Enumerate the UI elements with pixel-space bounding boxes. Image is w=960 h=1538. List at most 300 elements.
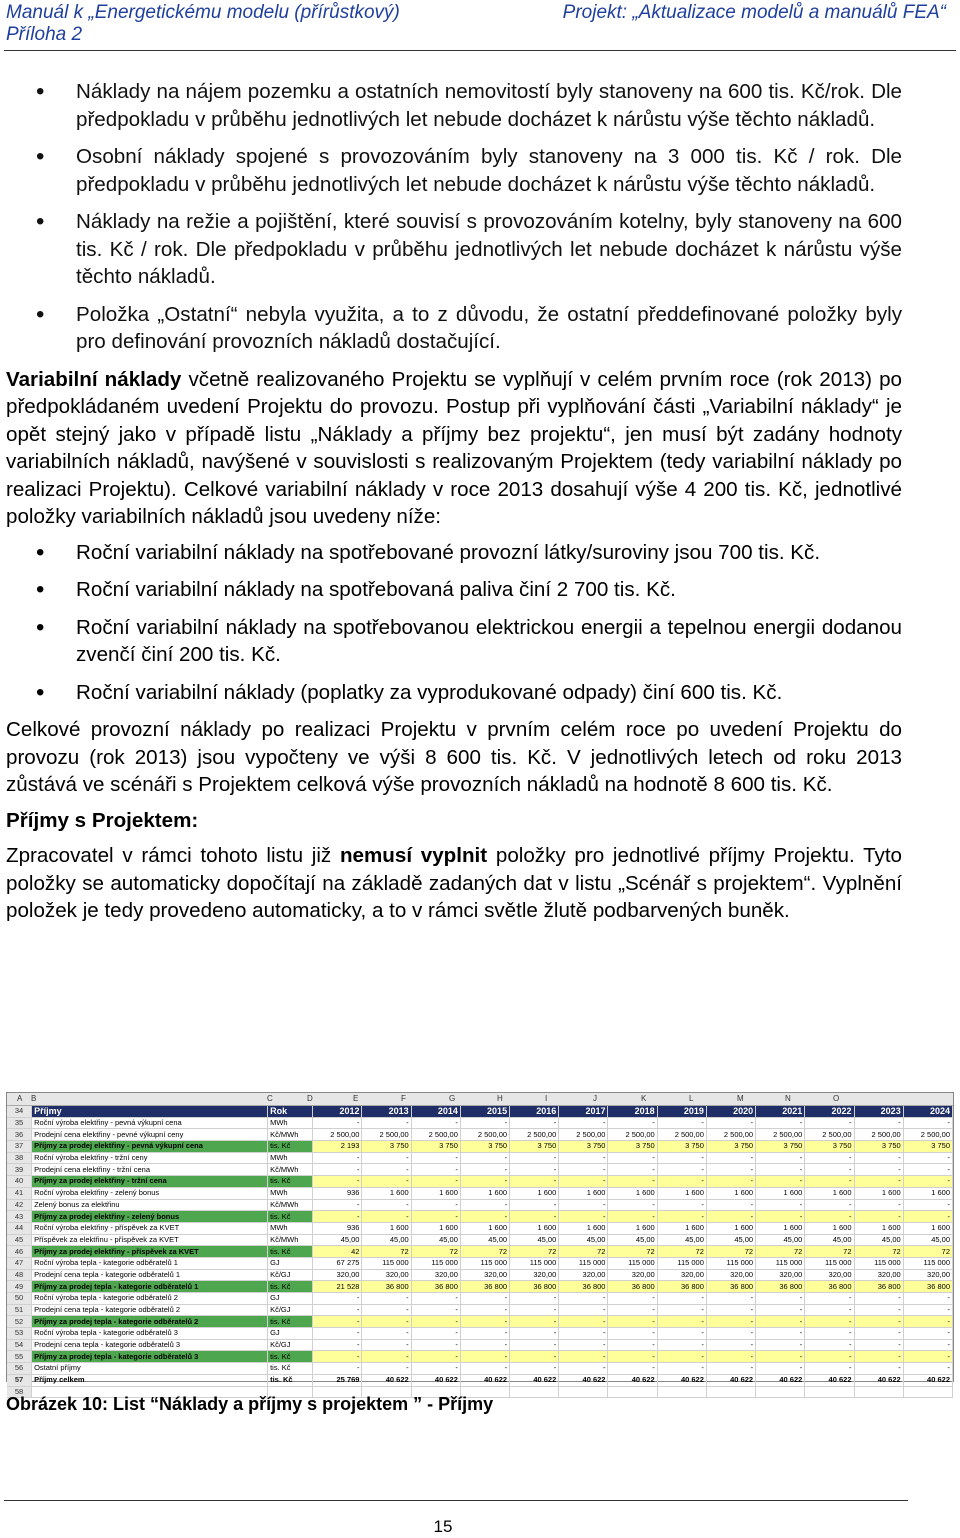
value-cell: 3 750 [608,1141,657,1153]
row-unit: MWh [268,1117,313,1129]
value-cell: - [313,1164,362,1176]
value-cell: - [756,1304,805,1316]
value-cell: - [559,1316,608,1328]
value-cell: 2 500,00 [756,1129,805,1141]
value-cell: - [854,1293,903,1305]
row-label: Příjmy za prodej elektřiny - zelený bonus [32,1211,268,1223]
value-cell: 2 500,00 [362,1129,411,1141]
value-cell: - [510,1351,559,1363]
value-cell: - [608,1304,657,1316]
value-cell: - [559,1351,608,1363]
value-cell: - [313,1199,362,1211]
year-header: 2019 [657,1106,706,1117]
value-cell: 72 [805,1246,854,1258]
value-cell: - [362,1351,411,1363]
row-unit: GJ [268,1328,313,1340]
column-letter: B [31,1094,37,1103]
value-cell: 45,00 [756,1234,805,1246]
table-row [7,1293,953,1305]
revenue-text-post: položky pro jednotlivé příjmy Projektu. Tyto položky se automaticky dopočítají na základě zadaných dat v listu „Scénář s projektem“. Vyplnění položek je tedy provedeno automaticky, a to v rámci světle žlutě podbarvených buněk. [6,844,902,922]
value-cell: - [657,1293,706,1305]
value-cell: 36 800 [510,1281,559,1293]
row-label: Příspěvek za elektřinu - příspěvek za KVET [32,1234,268,1246]
value-cell: 36 800 [608,1281,657,1293]
value-cell: - [559,1328,608,1340]
value-cell: - [313,1363,362,1375]
value-cell: 45,00 [510,1234,559,1246]
value-cell: - [460,1152,509,1164]
value-cell: - [460,1211,509,1223]
value-cell: - [510,1176,559,1188]
value-cell: - [510,1152,559,1164]
value-cell: - [608,1328,657,1340]
value-cell: - [510,1117,559,1129]
value-cell: - [362,1211,411,1223]
table-row [7,1187,953,1199]
value-cell: - [411,1293,460,1305]
row-unit: Kč/MWh [268,1234,313,1246]
value-cell: 40 622 [756,1374,805,1386]
value-cell: 320,00 [510,1269,559,1281]
value-cell: - [903,1316,952,1328]
value-cell: - [706,1164,755,1176]
value-cell: - [756,1152,805,1164]
value-cell: 320,00 [854,1269,903,1281]
value-cell: - [657,1199,706,1211]
value-cell: - [706,1293,755,1305]
value-cell: - [460,1351,509,1363]
value-cell: 45,00 [313,1234,362,1246]
value-cell: 72 [362,1246,411,1258]
list-item: • Roční variabilní náklady (poplatky za vyprodukované odpady) činí 600 tis. Kč. [6,679,902,707]
row-number: 51 [7,1304,32,1316]
value-cell: 2 500,00 [510,1129,559,1141]
year-header: 2016 [510,1106,559,1117]
value-cell: - [460,1316,509,1328]
value-cell [706,1386,755,1398]
value-cell: 1 600 [559,1222,608,1234]
row-unit: tis. Kč [268,1176,313,1188]
value-cell: 320,00 [559,1269,608,1281]
value-cell: - [362,1339,411,1351]
value-cell: - [460,1304,509,1316]
row-unit: tis. Kč [268,1363,313,1375]
row-label: Roční výroba elektřiny - příspěvek za KVET [32,1222,268,1234]
value-cell: 115 000 [362,1257,411,1269]
value-cell: - [460,1328,509,1340]
value-cell: - [313,1304,362,1316]
value-cell: - [460,1199,509,1211]
value-cell: 40 622 [559,1374,608,1386]
list-item: • Roční variabilní náklady na spotřebovaná paliva činí 2 700 tis. Kč. [6,576,902,604]
table-header-row [7,1106,953,1117]
value-cell: 320,00 [657,1269,706,1281]
value-cell: - [362,1363,411,1375]
row-label: Prodejní cena elektřiny - pevné výkupní ceny [32,1129,268,1141]
value-cell: - [854,1152,903,1164]
table-row [7,1176,953,1188]
value-cell: 36 800 [411,1281,460,1293]
value-cell: - [903,1339,952,1351]
row-number: 43 [7,1211,32,1223]
table-row [7,1363,953,1375]
row-number: 53 [7,1328,32,1340]
row-label: Roční výroba elektřiny - zelený bonus [32,1187,268,1199]
value-cell: - [608,1199,657,1211]
value-cell: 40 622 [903,1374,952,1386]
row-number: 39 [7,1164,32,1176]
value-cell: - [706,1316,755,1328]
row-number: 38 [7,1152,32,1164]
value-cell: 36 800 [805,1281,854,1293]
value-cell: 2 500,00 [854,1129,903,1141]
column-letter: N [785,1094,791,1103]
value-cell [608,1386,657,1398]
value-cell [657,1386,706,1398]
value-cell: 45,00 [559,1234,608,1246]
value-cell: 45,00 [411,1234,460,1246]
row-unit: Kč/MWh [268,1129,313,1141]
row-label: Zelený bonus za elektřinu [32,1199,268,1211]
value-cell: - [608,1152,657,1164]
value-cell: 2 500,00 [411,1129,460,1141]
table-row [7,1374,953,1386]
value-cell: - [805,1117,854,1129]
value-cell: 2 500,00 [559,1129,608,1141]
list-item: • Roční variabilní náklady na spotřebované provozní látky/suroviny jsou 700 tis. Kč. [6,539,902,567]
value-cell: - [411,1164,460,1176]
value-cell: - [510,1164,559,1176]
value-cell: 115 000 [903,1257,952,1269]
table-row [7,1164,953,1176]
value-cell: 1 600 [460,1187,509,1199]
table-row [7,1211,953,1223]
column-letter: L [689,1094,694,1103]
value-cell: - [657,1176,706,1188]
value-cell: - [608,1339,657,1351]
table-row [7,1351,953,1363]
value-cell: 320,00 [805,1269,854,1281]
row-label: Příjmy za prodej elektřiny - tržní cena [32,1176,268,1188]
value-cell: 115 000 [706,1257,755,1269]
row-unit: tis. Kč [268,1141,313,1153]
row-unit: MWh [268,1187,313,1199]
list-item: • Osobní náklady spojené s provozováním byly stanoveny na 3 000 tis. Kč / rok. Dle předpokladu v průběhu jednotlivých let nebude docházet k nárůstu výše těchto nákladů. [6,143,902,198]
value-cell: 45,00 [854,1234,903,1246]
variable-costs-term: Variabilní náklady [6,367,182,391]
value-cell: 2 500,00 [805,1129,854,1141]
value-cell: 320,00 [460,1269,509,1281]
row-label: Příjmy za prodej elektřiny - příspěvek za KVET [32,1246,268,1258]
value-cell: - [362,1316,411,1328]
table-row [7,1339,953,1351]
row-unit: MWh [268,1152,313,1164]
value-cell: 72 [657,1246,706,1258]
row-label: Roční výroba tepla - kategorie odběratelů 2 [32,1293,268,1305]
figure-caption: Obrázek 10: List “Náklady a příjmy s projektem ” - Příjmy [6,1394,494,1414]
value-cell: 2 500,00 [706,1129,755,1141]
header-rule [4,50,956,51]
table-row [7,1199,953,1211]
value-cell: - [805,1316,854,1328]
value-cell: - [313,1293,362,1305]
value-cell: - [657,1339,706,1351]
table-row [7,1141,953,1153]
value-cell: - [362,1199,411,1211]
value-cell: - [854,1199,903,1211]
value-cell: 3 750 [756,1141,805,1153]
row-unit: tis. Kč [268,1351,313,1363]
table-row [7,1129,953,1141]
row-number: 45 [7,1234,32,1246]
value-cell: 1 600 [854,1187,903,1199]
table-row [7,1117,953,1129]
list-item: • Položka „Ostatní“ nebyla využita, a to z důvodu, že ostatní předdefinované položky byly pro definování provozních nákladů dostačující. [6,301,902,356]
value-cell: 1 600 [706,1222,755,1234]
value-cell: 1 600 [608,1222,657,1234]
value-cell: 1 600 [805,1187,854,1199]
header-label: Příjmy [32,1106,268,1117]
row-label: Prodejní cena elektřiny - tržní cena [32,1164,268,1176]
value-cell: - [559,1293,608,1305]
value-cell: - [313,1211,362,1223]
value-cell: - [657,1117,706,1129]
page-number: 15 [433,1517,453,1536]
value-cell: 1 600 [657,1187,706,1199]
row-number: 35 [7,1117,32,1129]
value-cell: - [657,1304,706,1316]
value-cell: - [510,1363,559,1375]
value-cell: 320,00 [313,1269,362,1281]
spreadsheet-screenshot [6,1092,954,1396]
value-cell: - [313,1117,362,1129]
value-cell: 72 [706,1246,755,1258]
value-cell: 936 [313,1222,362,1234]
value-cell: - [756,1199,805,1211]
value-cell: 1 600 [756,1187,805,1199]
value-cell: - [460,1363,509,1375]
value-cell: - [411,1339,460,1351]
value-cell: - [559,1164,608,1176]
row-number: 54 [7,1339,32,1351]
value-cell: - [411,1328,460,1340]
value-cell: - [460,1164,509,1176]
value-cell: - [313,1339,362,1351]
row-number: 58 [7,1386,32,1398]
row-number: 40 [7,1176,32,1188]
value-cell: 320,00 [756,1269,805,1281]
value-cell: 40 622 [657,1374,706,1386]
year-header: 2024 [903,1106,952,1117]
value-cell: 3 750 [657,1141,706,1153]
revenue-paragraph [6,842,902,925]
value-cell: 3 750 [706,1141,755,1153]
table-row [7,1269,953,1281]
row-label: Příjmy za prodej tepla - kategorie odběratelů 3 [32,1351,268,1363]
value-cell: 1 600 [854,1222,903,1234]
row-number: 55 [7,1351,32,1363]
page-header [0,0,960,52]
row-unit: tis. Kč [268,1211,313,1223]
value-cell [510,1386,559,1398]
header-project-title: Projekt: „Aktualizace modelů a manuálů FEA“ [562,2,946,23]
value-cell: 936 [313,1187,362,1199]
value-cell [756,1386,805,1398]
value-cell: 40 622 [706,1374,755,1386]
column-letter: I [545,1094,548,1103]
value-cell: 3 750 [805,1141,854,1153]
value-cell: - [362,1328,411,1340]
value-cell: - [854,1339,903,1351]
value-cell: - [854,1363,903,1375]
value-cell: - [903,1351,952,1363]
value-cell: - [510,1339,559,1351]
value-cell: - [903,1293,952,1305]
value-cell: 115 000 [756,1257,805,1269]
value-cell: - [903,1117,952,1129]
value-cell: - [756,1164,805,1176]
value-cell: 36 800 [362,1281,411,1293]
value-cell: - [411,1117,460,1129]
value-cell: 115 000 [510,1257,559,1269]
value-cell: 36 800 [756,1281,805,1293]
value-cell: 3 750 [362,1141,411,1153]
value-cell: - [559,1199,608,1211]
value-cell: 2 500,00 [608,1129,657,1141]
column-letter: O [833,1094,840,1103]
value-cell: - [460,1117,509,1129]
value-cell: - [608,1117,657,1129]
value-cell: 3 750 [510,1141,559,1153]
column-letter: C [267,1094,273,1103]
value-cell: - [854,1164,903,1176]
value-cell: - [313,1351,362,1363]
header-unit: Rok [268,1106,313,1117]
value-cell: - [362,1152,411,1164]
value-cell: - [706,1328,755,1340]
value-cell: - [903,1199,952,1211]
variable-costs-text: včetně realizovaného Projektu se vyplňují v celém prvním roce (rok 2013) po předpokládaném uvedení Projektu do provozu. Postup při vyplňování části „Variabilní náklady“ je opět stejný jako v případě listu „Náklady a příjmy bez projektu“, jen musí být zadány hodnoty variabilních nákladů, navýšené v souvislosti s realizovaným Projektem (tedy variabilní náklady po realizaci Projektu). Celkové variabilní náklady v roce 2013 dosahují výše 4 200 tis. Kč, jednotlivé položky variabilních nákladů jsou uvedeny níže: [6,367,902,528]
value-cell: 320,00 [706,1269,755,1281]
value-cell: - [756,1211,805,1223]
value-cell: - [608,1211,657,1223]
value-cell: - [313,1152,362,1164]
value-cell: - [657,1316,706,1328]
value-cell: - [411,1152,460,1164]
column-letter: H [497,1094,503,1103]
value-cell: 45,00 [460,1234,509,1246]
value-cell: - [854,1117,903,1129]
value-cell: 1 600 [411,1222,460,1234]
value-cell: - [854,1211,903,1223]
row-unit: tis. Kč [268,1281,313,1293]
value-cell: 115 000 [854,1257,903,1269]
list-item: • Náklady na nájem pozemku a ostatních nemovitostí byly stanoveny na 600 tis. Kč/rok. Dle předpokladu v průběhu jednotlivých let nebude docházet k nárůstu výše těchto nákladů. [6,78,902,133]
value-cell: 115 000 [559,1257,608,1269]
row-unit: Kč/MWh [268,1164,313,1176]
value-cell: 72 [608,1246,657,1258]
value-cell: - [706,1363,755,1375]
revenue-text-pre: Zpracovatel v rámci tohoto listu již [6,844,340,867]
value-cell: 1 600 [510,1222,559,1234]
row-unit: MWh [268,1222,313,1234]
column-letter: E [353,1094,359,1103]
value-cell: 36 800 [657,1281,706,1293]
value-cell: 45,00 [657,1234,706,1246]
value-cell: - [903,1328,952,1340]
value-cell: - [706,1117,755,1129]
value-cell: 1 600 [608,1187,657,1199]
row-label: Ostatní příjmy [32,1363,268,1375]
value-cell: - [756,1339,805,1351]
year-header: 2023 [854,1106,903,1117]
value-cell: 72 [559,1246,608,1258]
value-cell: 2 500,00 [313,1129,362,1141]
table-row [7,1152,953,1164]
value-cell: - [706,1152,755,1164]
value-cell: 1 600 [362,1187,411,1199]
value-cell: - [411,1351,460,1363]
value-cell: - [559,1152,608,1164]
value-cell: - [608,1164,657,1176]
column-letter: F [401,1094,406,1103]
row-number: 37 [7,1141,32,1153]
table-row [7,1316,953,1328]
value-cell: - [460,1293,509,1305]
row-number: 42 [7,1199,32,1211]
value-cell: - [657,1152,706,1164]
value-cell: 1 600 [559,1187,608,1199]
row-unit: Kč/GJ [268,1269,313,1281]
row-number: 34 [7,1106,32,1117]
value-cell: - [756,1176,805,1188]
value-cell: - [805,1164,854,1176]
value-cell: - [706,1176,755,1188]
value-cell: - [608,1176,657,1188]
value-cell: - [854,1316,903,1328]
column-letter: K [641,1094,647,1103]
row-number: 46 [7,1246,32,1258]
variable-costs-list [6,539,902,707]
value-cell: - [411,1304,460,1316]
row-label: Příjmy za prodej tepla - kategorie odběratelů 1 [32,1281,268,1293]
table-row [7,1328,953,1340]
value-cell: - [903,1152,952,1164]
row-number: 44 [7,1222,32,1234]
header-appendix: Příloha 2 [6,24,83,45]
value-cell: - [854,1304,903,1316]
row-unit: Kč/GJ [268,1304,313,1316]
row-label: Roční výroba elektřiny - pevná výkupní cena [32,1117,268,1129]
value-cell: 40 622 [510,1374,559,1386]
year-header: 2022 [805,1106,854,1117]
row-number: 57 [7,1374,32,1386]
value-cell: - [657,1351,706,1363]
value-cell: - [559,1339,608,1351]
value-cell: 1 600 [903,1222,952,1234]
row-unit: tis. Kč [268,1246,313,1258]
value-cell: - [510,1293,559,1305]
column-letter: J [593,1094,597,1103]
value-cell: 320,00 [903,1269,952,1281]
value-cell: - [608,1363,657,1375]
value-cell: - [510,1199,559,1211]
table-row [7,1257,953,1269]
table-row [7,1304,953,1316]
value-cell: 40 622 [854,1374,903,1386]
value-cell: 36 800 [854,1281,903,1293]
value-cell: 3 750 [903,1141,952,1153]
